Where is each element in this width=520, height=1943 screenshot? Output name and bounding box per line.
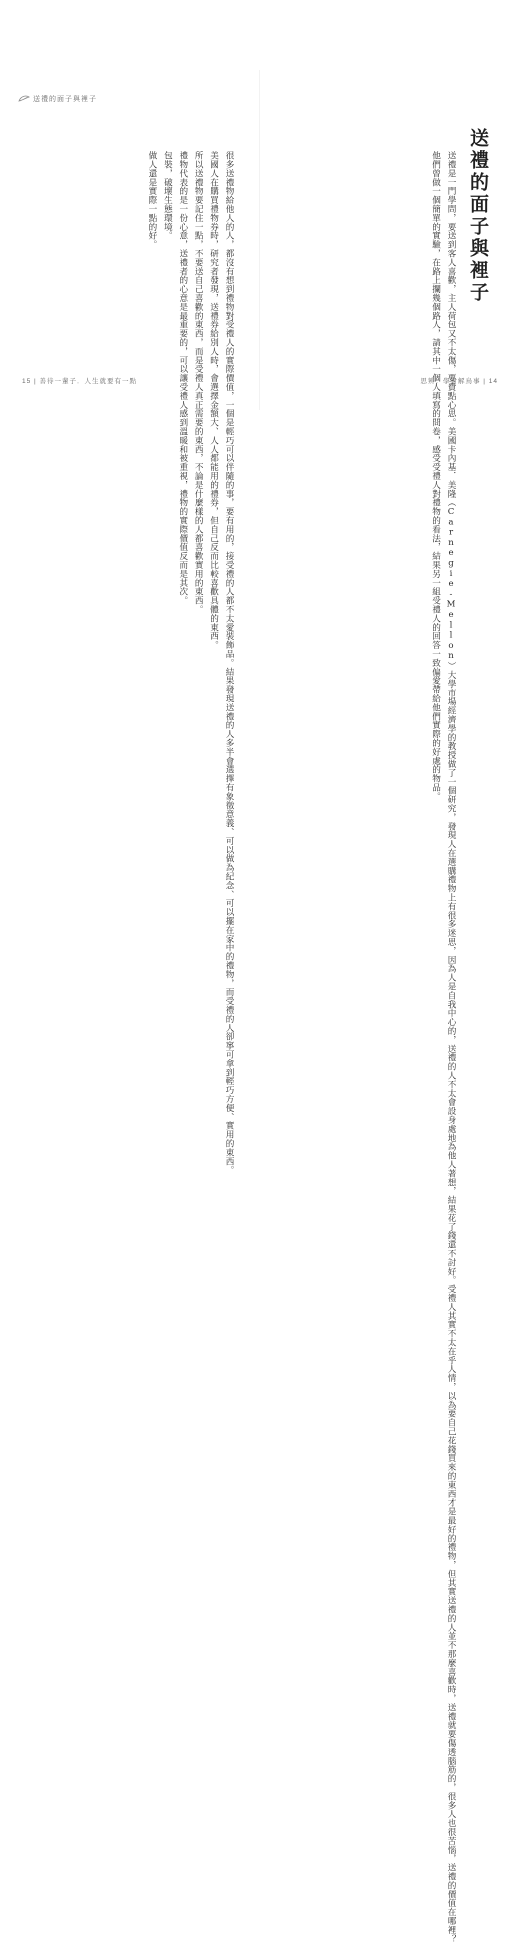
left-paragraph-2: 美國人在購買禮物券時，研究者發現，送禮券給別人時，會選擇金額大、人人都能用的禮券，但自己反而比較喜歡具體的東西。	[208, 151, 219, 650]
left-folio: 15 | 善待一輩子．人生就要有一點	[22, 378, 138, 385]
chapter-title: 送禮的面子與裡子	[467, 128, 489, 304]
left-paragraph-3: 所以送禮物要記住一點，不要送自己喜歡的東西，而是受禮人真正需要的東西，不論是什麼樣的人都喜歡實用的東西。	[193, 151, 204, 614]
left-body-text	[144, 134, 236, 1175]
right-page-number: 14	[488, 378, 498, 385]
leaf-icon	[18, 95, 30, 103]
left-page	[0, 0, 260, 1175]
left-folio-text: 善待一輩子．人生就要有一點	[39, 378, 138, 385]
left-page-number: 15	[22, 378, 32, 385]
right-page	[260, 0, 520, 1943]
running-head	[18, 94, 97, 104]
left-paragraph-1: 很多送禮物給他人的人，都沒有想到禮物對受禮人的實際價值，一個是輕巧可以伴隨的事，要有用的，接受禮的人都不太愛裝飾品。結果發現送禮的人多半會選擇有象徵意義、可以做為紀念、可以擺在家中的禮物，而受禮的人卻寧可拿到輕巧方便、實用的東西。	[224, 151, 234, 1175]
left-paragraph-4: 禮物代表的是一份心意，送禮者的心意是最重要的，可以讓受禮人感到溫暖和被重視，禮物的實際價值反而是其次。	[177, 151, 188, 606]
right-paragraph-2: 他們曾做一個簡單的實驗，在路上攔幾個路人，請其中一個人填寫的問卷，感受受禮人對禮物的看法，結果另一組受禮人的回答一致偏愛帶給他們實際的好處的物品。	[430, 151, 441, 801]
right-folio-text: 思辨：學會解鳥事	[420, 378, 481, 385]
running-head-text: 送禮的面子與裡子	[33, 95, 97, 103]
left-paragraph-6: 做人還是實際一點的好。	[146, 151, 157, 250]
right-folio: 思辨：學會解鳥事 | 14	[420, 378, 498, 385]
right-paragraph-1: 送禮是一門學問，要送到客人喜歡，主人荷包又不太傷，要費點心思。美國卡內基．美隆（Carnegie-Mellon）大學市場經濟學的教授做了一個研究，發現人在選購禮物上有很多迷思，因為人是自我中心的，送禮的人不太會設身處地為他人著想，結果花了錢還不討好。受禮人其實不太在乎人情，以為要自己花錢買來的東西才是最好的禮物，但其實送禮的人並不那麼喜歡時，送禮就要傷透腦筋的，很多人也很苦惱，送禮的價值在哪裡？	[446, 151, 456, 1943]
left-paragraph-5: 包裝，破壞生態環境。	[162, 151, 173, 241]
